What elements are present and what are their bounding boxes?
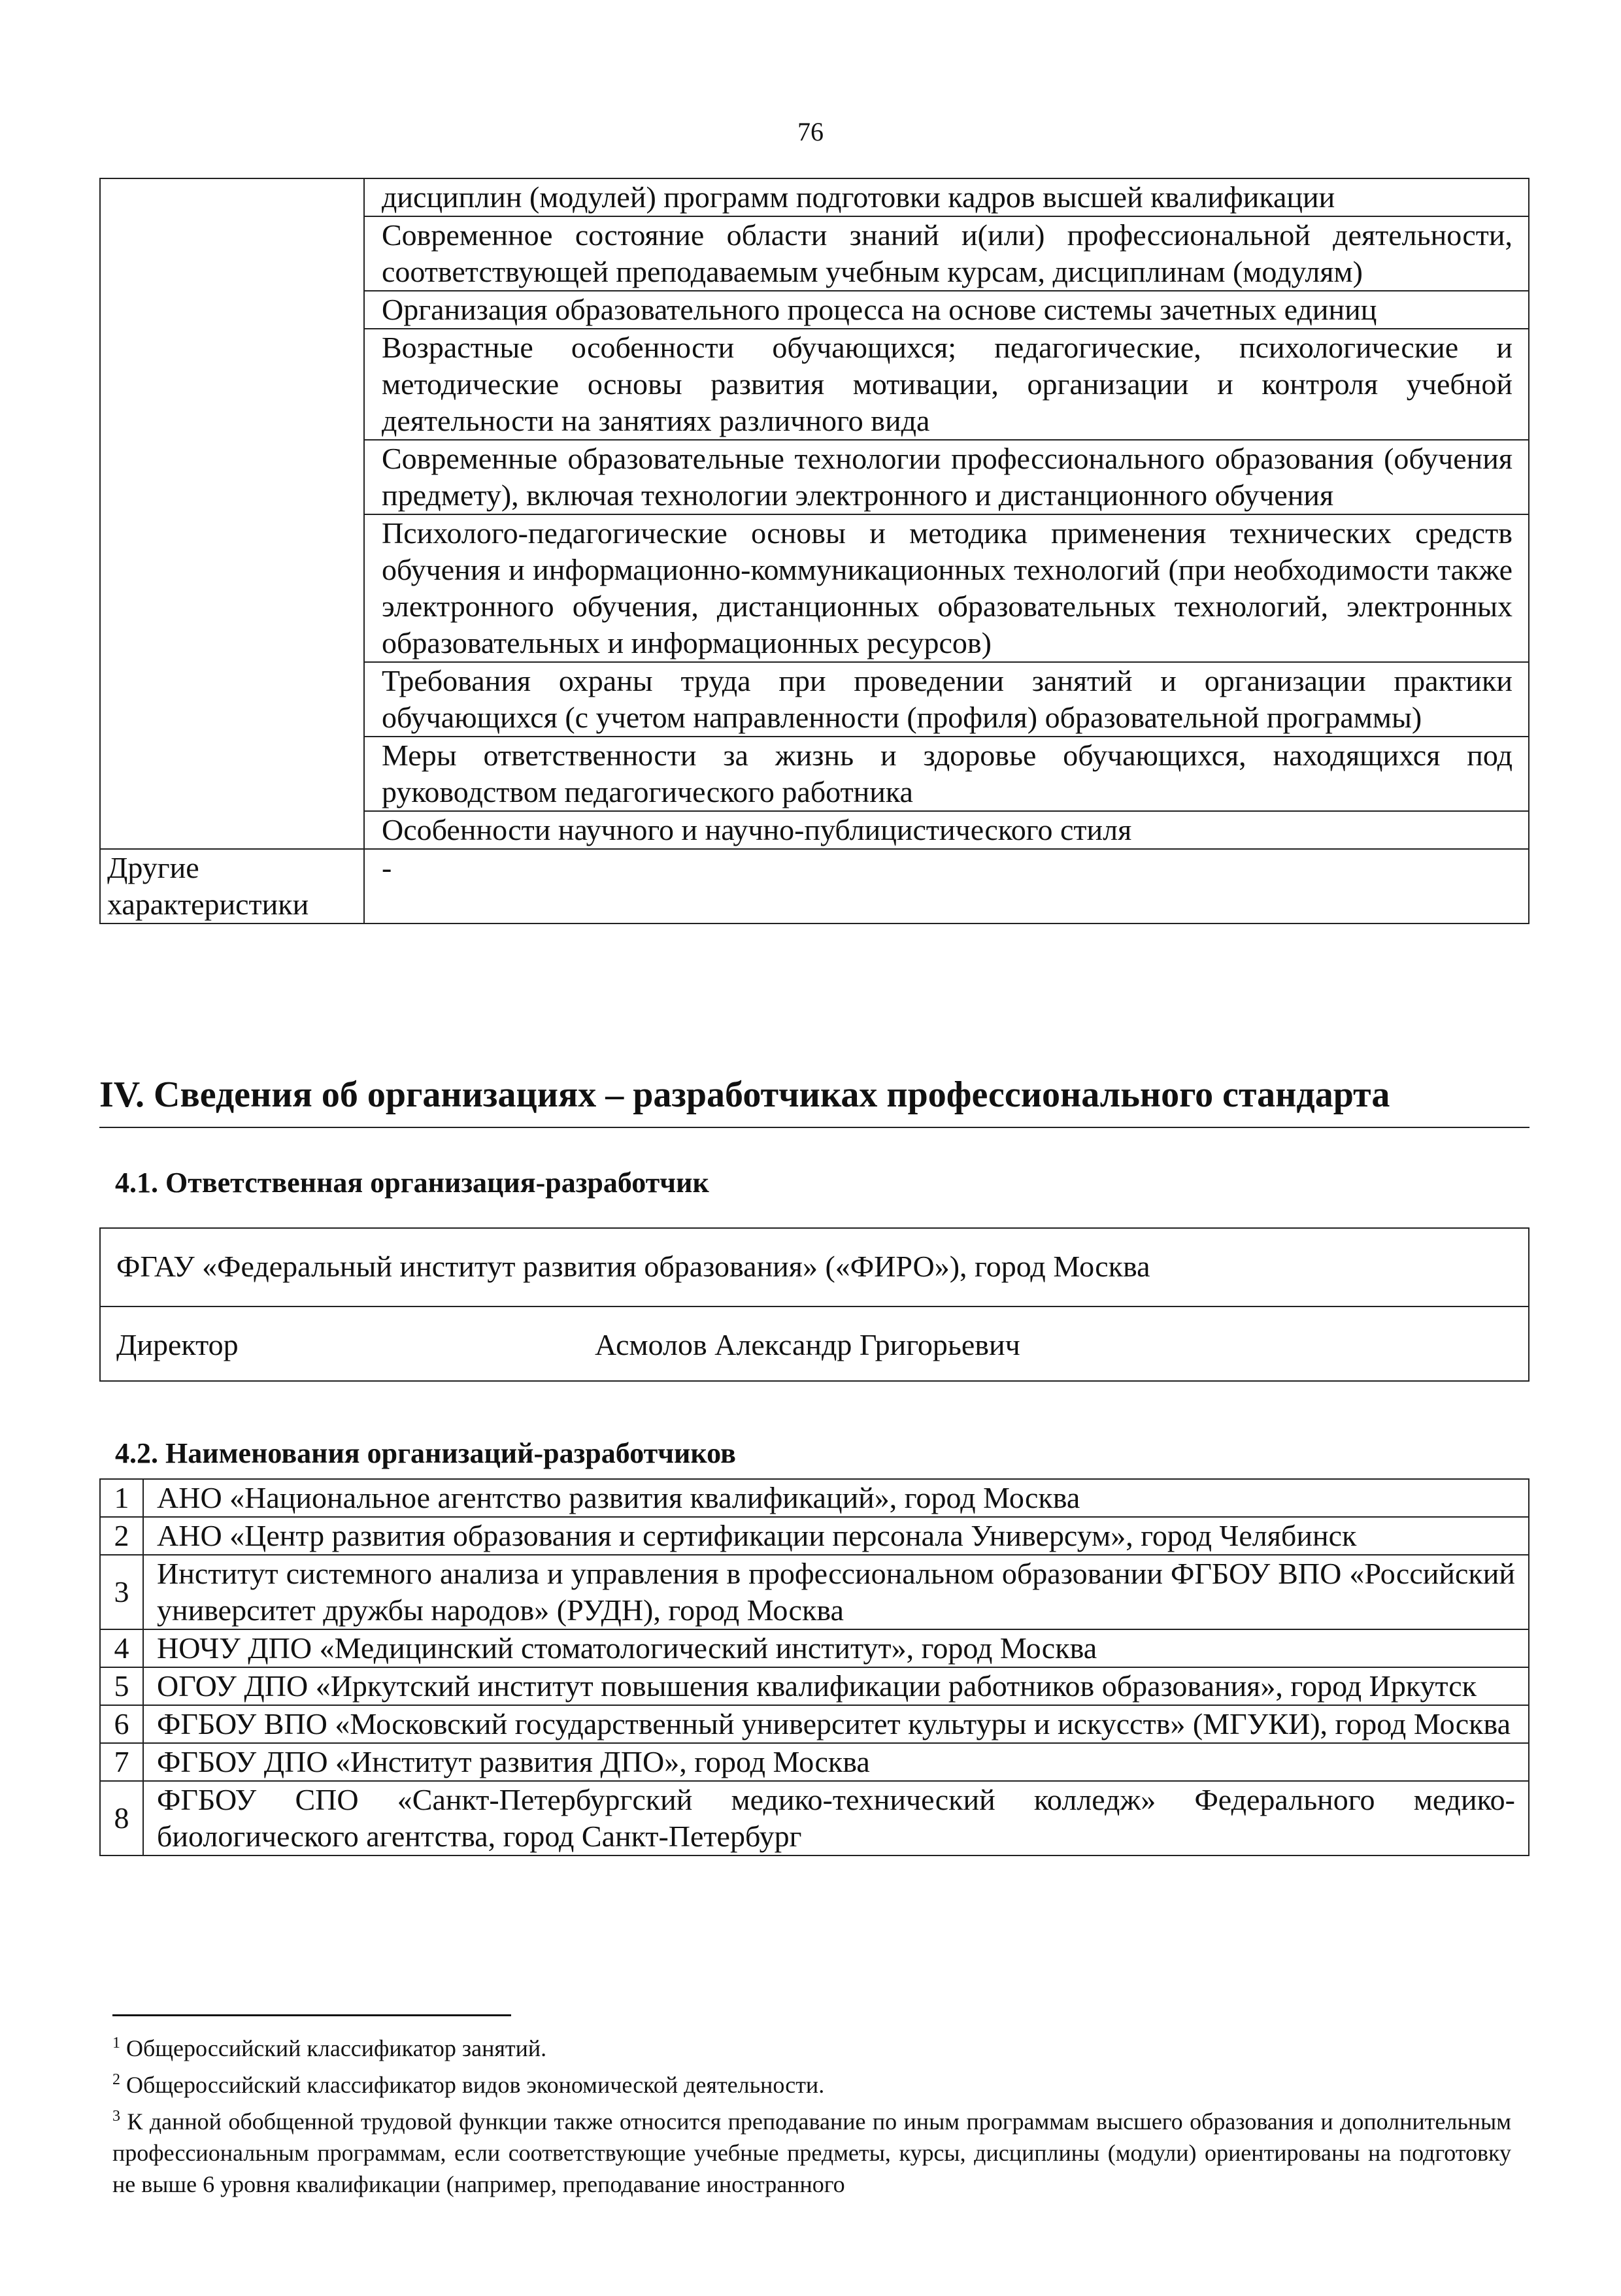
row-number: 8 [100, 1781, 143, 1855]
footnote-mark: 2 [112, 2071, 120, 2088]
responsible-org-box [99, 1227, 1529, 1382]
developer-org: АНО «Центр развития образования и сертификации персонала Универсум», город Челябинск [143, 1517, 1529, 1555]
footnote [112, 2101, 1511, 2200]
table-row [100, 1517, 1529, 1555]
table-row [100, 178, 1529, 216]
developer-org: ОГОУ ДПО «Иркутский институт повышения квалификации работников образования», город Иркутск [143, 1667, 1529, 1705]
table-row [100, 1629, 1529, 1667]
developer-org: ФГБОУ СПО «Санкт-Петербургский медико-технический колледж» Федерального медико-биологического агентства, город Санкт-Петербург [143, 1781, 1529, 1855]
table-row [100, 1705, 1529, 1743]
other-characteristics-value: - [364, 849, 1529, 923]
footnote-rule [112, 2014, 511, 2016]
row-number: 7 [100, 1743, 143, 1781]
row-number: 5 [100, 1667, 143, 1705]
knowledge-item: Меры ответственности за жизнь и здоровье обучающихся, находящихся под руководством педагогического работника [364, 737, 1529, 811]
developer-org: АНО «Национальное агентство развития квалификаций», город Москва [143, 1479, 1529, 1517]
responsible-org-heading: 4.1. Ответственная организация-разработчик [115, 1167, 709, 1199]
developer-org: Институт системного анализа и управления в профессиональном образовании ФГБОУ ВПО «Российский университет дружбы народов» (РУДН), город Москва [143, 1555, 1529, 1629]
footnote [112, 2027, 1511, 2064]
divider [101, 1306, 1528, 1307]
knowledge-item: Современные образовательные технологии профессионального образования (обучения предмету), включая технологии электронного и дистанционного обучения [364, 440, 1529, 514]
table-row [100, 1667, 1529, 1705]
knowledge-table [99, 178, 1529, 924]
responsible-org-name: ФГАУ «Федеральный институт развития образования» («ФИРО»), город Москва [116, 1250, 1150, 1283]
section-title: IV. Сведения об организациях – разработчиках профессионального стандарта [99, 1072, 1529, 1128]
table-row [100, 1555, 1529, 1629]
knowledge-item: Особенности научного и научно-публицистического стиля [364, 811, 1529, 849]
row-number: 6 [100, 1705, 143, 1743]
developers-heading: 4.2. Наименования организаций-разработчиков [115, 1437, 736, 1469]
row-number: 1 [100, 1479, 143, 1517]
developers-table [99, 1478, 1529, 1856]
footnote-mark: 1 [112, 2035, 120, 2052]
footnote [112, 2064, 1511, 2101]
label-cell-empty [100, 178, 364, 849]
other-characteristics-label: Другие характеристики [100, 849, 364, 923]
page-number: 76 [797, 117, 824, 146]
footnote-text: К данной обобщенной трудовой функции также относится преподавание по иным программам высшего образования и дополнительным профессиональным программам, если соответствующие учебные предметы, курсы, дисциплины (модули) ориентированы на подготовку не выше 6 уровня квалификации (например, преподавание иностранного [112, 2108, 1512, 2197]
developer-org: ФГБОУ ВПО «Московский государственный университет культуры и искусств» (МГУКИ), город Москва [143, 1705, 1529, 1743]
row-number: 4 [100, 1629, 143, 1667]
director-name: Асмолов Александр Григорьевич [595, 1328, 1020, 1361]
table-row [100, 849, 1529, 923]
developer-org: НОЧУ ДПО «Медицинский стоматологический институт», город Москва [143, 1629, 1529, 1667]
footnote-mark: 3 [112, 2108, 120, 2125]
knowledge-item: Психолого-педагогические основы и методика применения технических средств обучения и информационно-коммуникационных технологий (при необходимости также электронного обучения, дистанционных образовательных технологий, электронных образовательных и информационных ресурсов) [364, 514, 1529, 662]
table-row [100, 1479, 1529, 1517]
knowledge-item: Современное состояние области знаний и(или) профессиональной деятельности, соответствующей преподаваемым учебным курсам, дисциплинам (модулям) [364, 216, 1529, 291]
knowledge-item: Возрастные особенности обучающихся; педагогические, психологические и методические основы развития мотивации, организации и контроля учебной деятельности на занятиях различного вида [364, 329, 1529, 440]
knowledge-item: Требования охраны труда при проведении занятий и организации практики обучающихся (с учетом направленности (профиля) образовательной программы) [364, 662, 1529, 737]
director-role: Директор [116, 1328, 239, 1361]
row-number: 2 [100, 1517, 143, 1555]
table-row [100, 1781, 1529, 1855]
footnote-text: Общероссийский классификатор видов экономической деятельности. [126, 2072, 825, 2098]
knowledge-item: Организация образовательного процесса на основе системы зачетных единиц [364, 291, 1529, 329]
row-number: 3 [100, 1555, 143, 1629]
developer-org: ФГБОУ ДПО «Институт развития ДПО», город Москва [143, 1743, 1529, 1781]
footnotes [112, 2027, 1511, 2200]
footnote-text: Общероссийский классификатор занятий. [126, 2035, 547, 2061]
knowledge-item: дисциплин (модулей) программ подготовки кадров высшей квалификации [364, 178, 1529, 216]
table-row [100, 1743, 1529, 1781]
